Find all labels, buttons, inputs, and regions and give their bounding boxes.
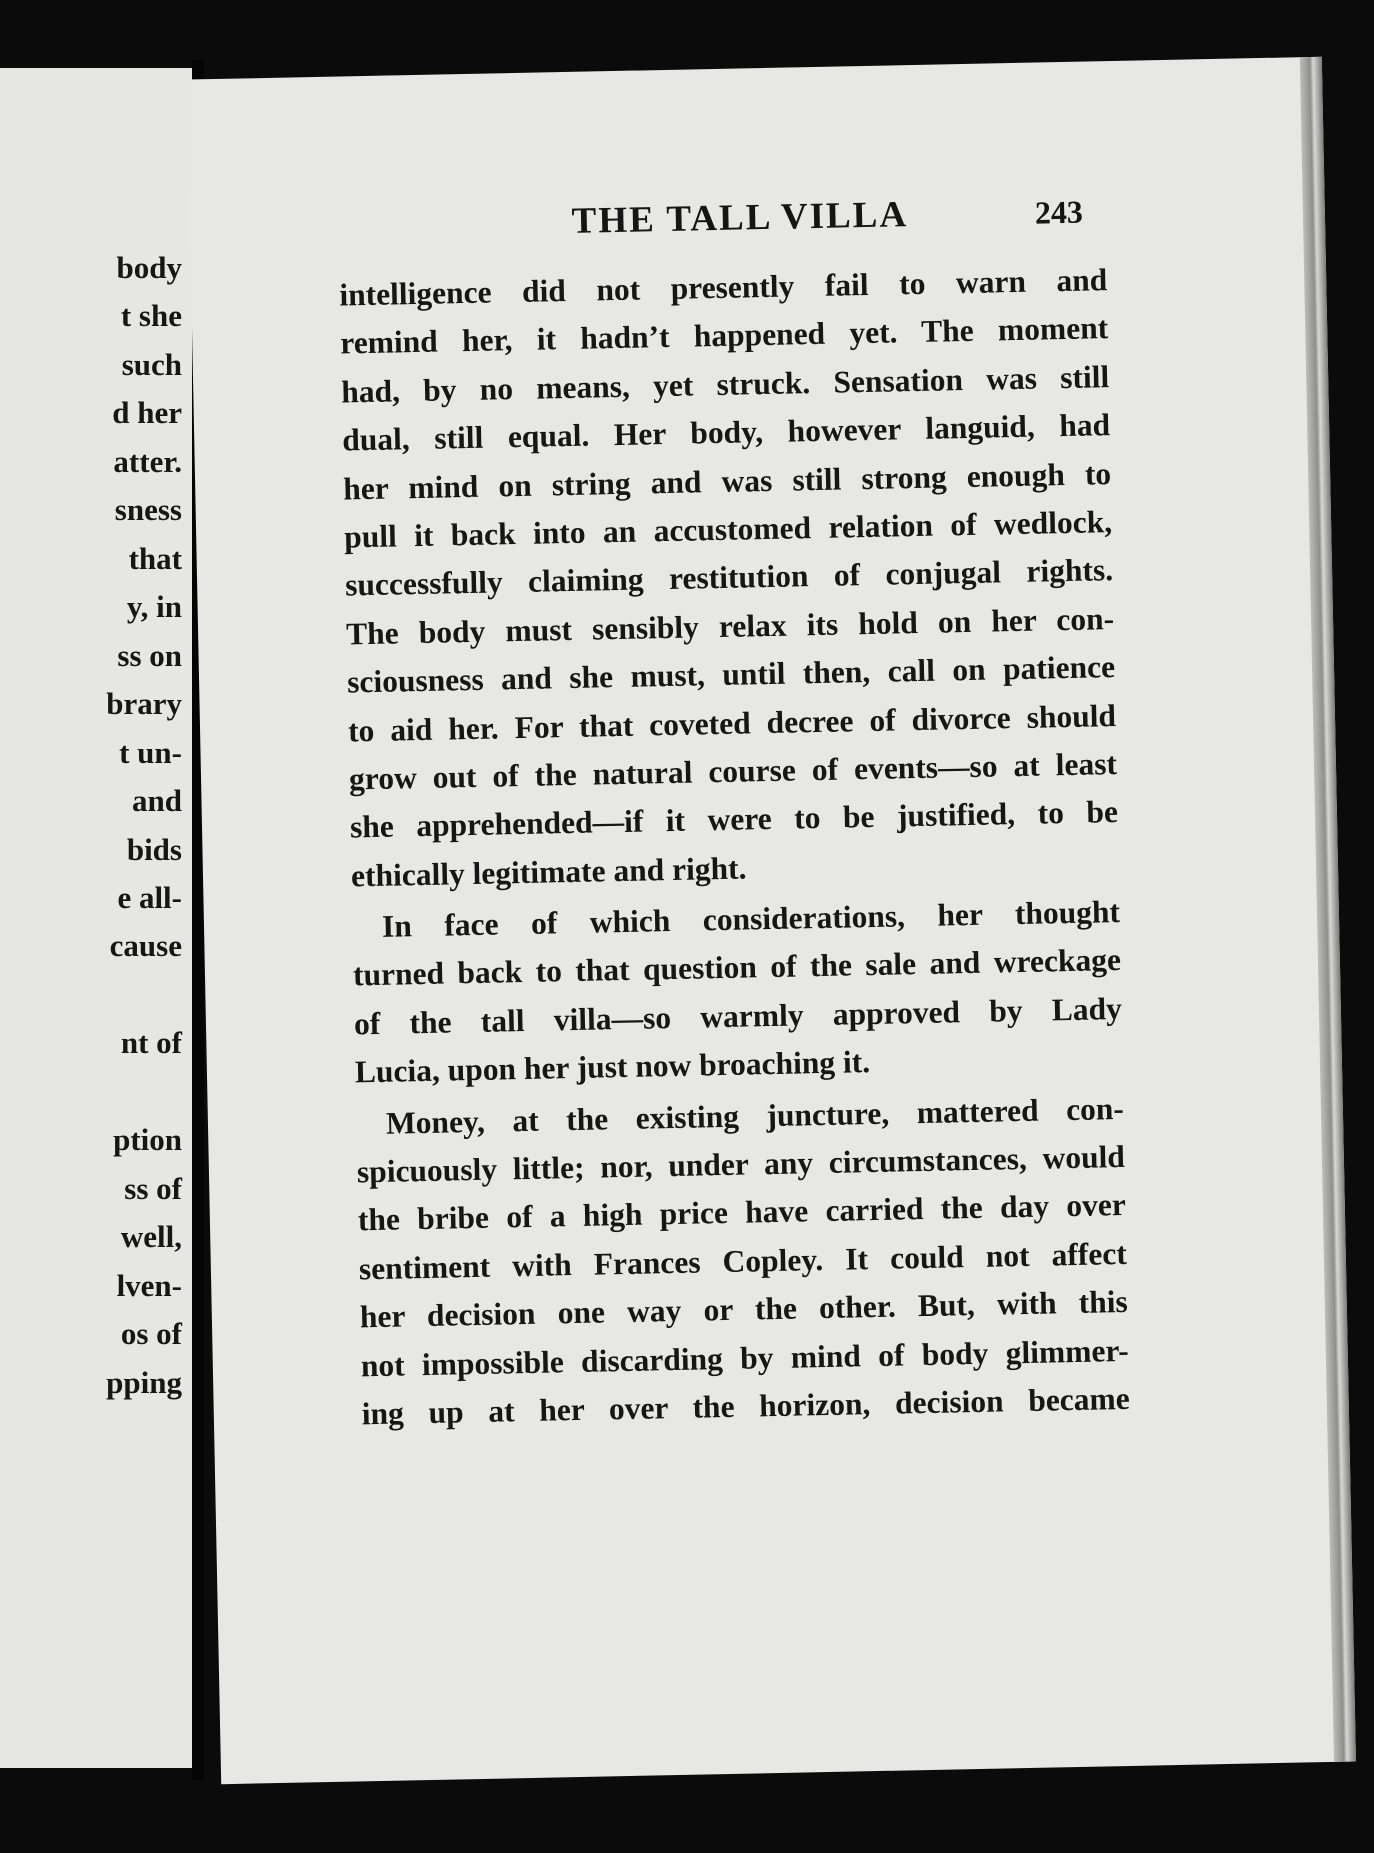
text-line: sentiment with Frances Copley. It could not affect xyxy=(358,1235,1128,1287)
text-line: In face of which considerations, her thought xyxy=(381,894,1121,944)
left-line-fragment: cause xyxy=(109,928,182,963)
text-line: ethically legitimate and right. xyxy=(350,850,747,894)
left-line-fragment: lven- xyxy=(116,1268,182,1303)
left-line-fragment: and xyxy=(132,783,182,818)
text-line: the bribe of a high price have carried the day over xyxy=(357,1187,1127,1238)
text-line: her decision one way or the other. But, with this xyxy=(359,1284,1129,1335)
text-line: her mind on string and was still strong enough to xyxy=(342,455,1112,507)
text-line: turned back to that question of the sale and wreckage xyxy=(352,942,1122,993)
text-line: she apprehended—if it were to be justified, to be xyxy=(349,794,1119,845)
left-line-fragment: ss on xyxy=(117,638,182,673)
text-line: to aid her. For that coveted decree of divorce should xyxy=(347,697,1117,748)
running-head: THE TALL VILLA xyxy=(571,194,909,242)
left-line-fragment: ption xyxy=(113,1122,182,1157)
paragraph xyxy=(339,256,1119,900)
left-line-fragment: nt of xyxy=(120,1025,182,1060)
text-line: of the tall villa—so warmly approved by Lady xyxy=(353,990,1123,1042)
body-text xyxy=(339,256,1130,1439)
left-line-fragment: t she xyxy=(120,298,182,333)
text-line: pull it back into an accustomed relation of wedlock, xyxy=(343,504,1113,555)
left-line-fragment: ss of xyxy=(124,1171,182,1206)
paragraph xyxy=(352,888,1124,1097)
left-line-fragment: bids xyxy=(126,832,182,867)
facing-page-left xyxy=(0,68,194,1768)
text-line: grow out of the natural course of events—so at least xyxy=(348,745,1118,797)
page-243 xyxy=(187,57,1356,1784)
text-line: sciousness and she must, until then, call on patience xyxy=(346,649,1116,700)
left-line-fragment: y, in xyxy=(126,589,182,624)
left-line-fragment: sness xyxy=(114,492,182,527)
text-line: intelligence did not presently fail to warn and xyxy=(339,262,1108,313)
text-line: The body must sensibly relax its hold on her con- xyxy=(345,600,1115,652)
page-number: 243 xyxy=(1034,193,1084,231)
left-line-fragment: t un- xyxy=(119,735,182,770)
left-line-fragment: e all- xyxy=(117,880,182,915)
left-line-fragment: d her xyxy=(112,395,182,430)
text-line: ing up at her over the horizon, decision became xyxy=(361,1380,1131,1432)
text-line: remind her, it hadn’t happened yet. The moment xyxy=(339,310,1109,361)
left-line-fragment: brary xyxy=(106,686,182,721)
text-line: spicuously little; nor, under any circumstances, would xyxy=(356,1138,1126,1190)
left-line-fragment: well, xyxy=(120,1219,182,1254)
text-line: not impossible discarding by mind of body glimmer- xyxy=(360,1332,1130,1383)
left-line-fragment: atter. xyxy=(113,444,182,479)
text-line: Money, at the existing juncture, mattered con- xyxy=(385,1090,1125,1141)
text-line: dual, still equal. Her body, however languid, had xyxy=(341,407,1111,458)
left-line-fragment: os of xyxy=(120,1316,182,1351)
text-line: successfully claiming restitution of conjugal rights. xyxy=(344,552,1114,603)
page-edge-shadow xyxy=(1300,57,1356,1762)
left-line-fragment: pping xyxy=(106,1365,182,1400)
left-line-fragment: that xyxy=(128,541,182,576)
text-line: had, by no means, yet struck. Sensation was still xyxy=(340,358,1110,410)
text-line: Lucia, upon her just now broaching it. xyxy=(354,1044,871,1090)
left-line-fragment: body xyxy=(116,250,182,285)
paragraph xyxy=(356,1085,1131,1439)
left-line-fragment: such xyxy=(121,347,182,382)
